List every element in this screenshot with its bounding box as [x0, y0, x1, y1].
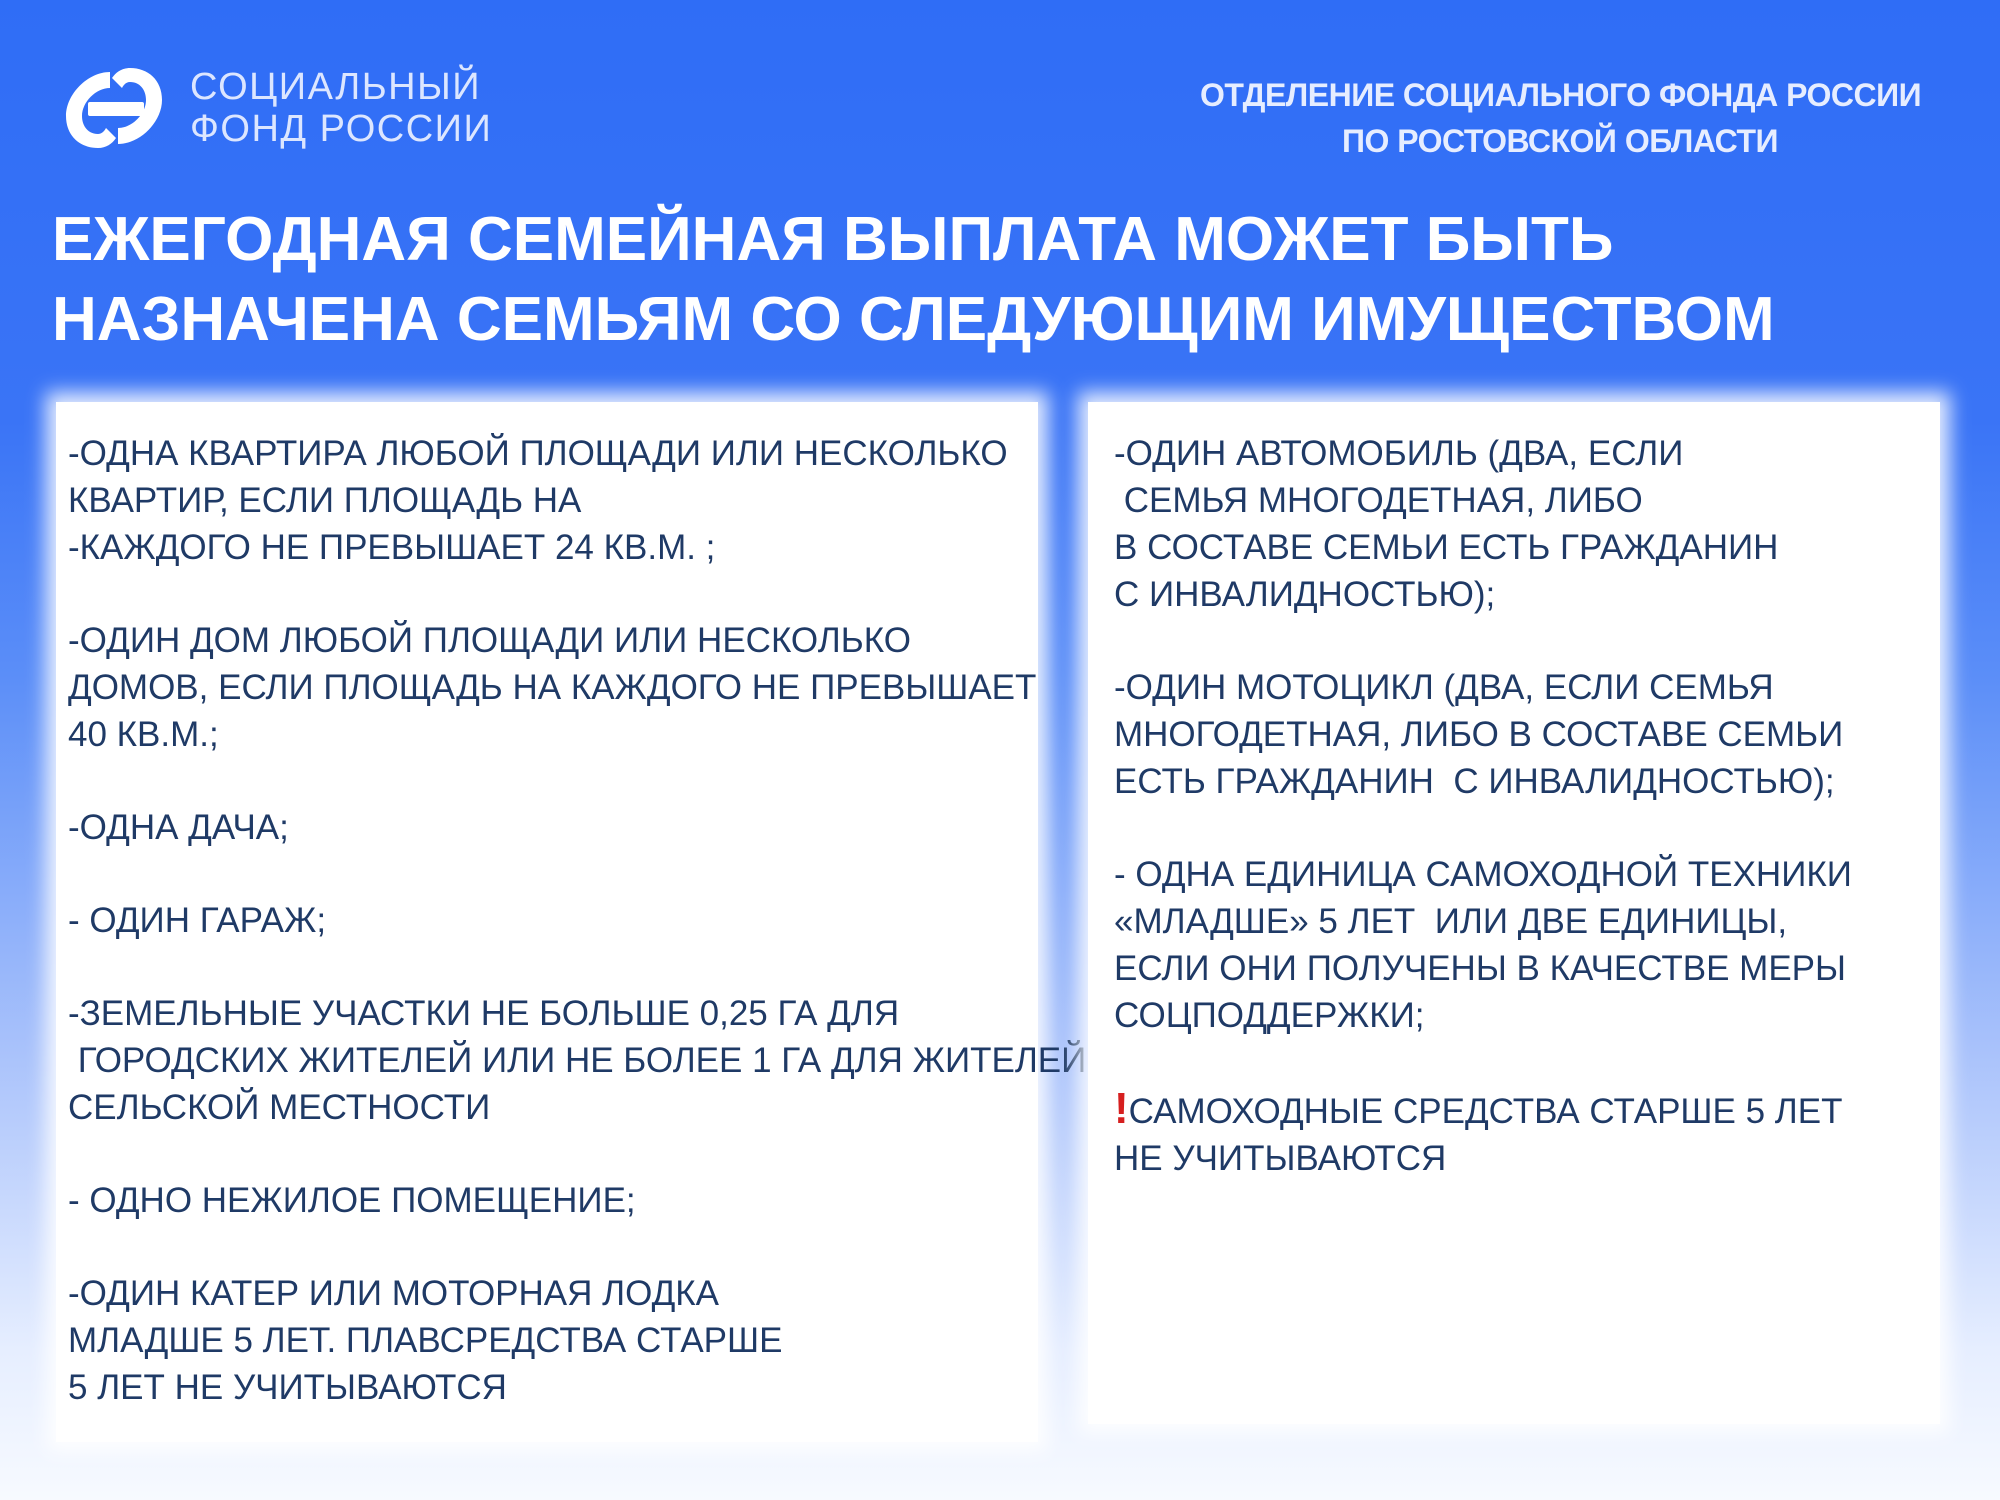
item-line: ДОМОВ, ЕСЛИ ПЛОЩАДЬ НА КАЖДОГО НЕ ПРЕВЫШАЕТ	[68, 668, 1037, 707]
department-line-2: ПО РОСТОВСКОЙ ОБЛАСТИ	[1341, 123, 1779, 159]
property-item-land	[68, 990, 1087, 1131]
logo	[58, 58, 492, 158]
item-line: С ИНВАЛИДНОСТЬЮ);	[1114, 575, 1496, 614]
warning-note	[1114, 1085, 1930, 1182]
property-item-boat	[68, 1270, 1028, 1411]
item-line: КВАРТИР, ЕСЛИ ПЛОЩАДЬ НА	[68, 481, 582, 520]
left-property-card	[56, 402, 1087, 1442]
property-item-garage	[68, 897, 1028, 944]
item-line: СЕЛЬСКОЙ МЕСТНОСТИ	[68, 1088, 491, 1127]
right-property-list	[1114, 430, 1930, 1228]
item-line: «МЛАДШЕ» 5 ЛЕТ ИЛИ ДВЕ ЕДИНИЦЫ,	[1114, 902, 1788, 941]
item-line: -ОДИН АВТОМОБИЛЬ (ДВА, ЕСЛИ	[1114, 434, 1684, 473]
item-line: - ОДНО НЕЖИЛОЕ ПОМЕЩЕНИЕ;	[68, 1181, 636, 1220]
warning-line-2: НЕ УЧИТЫВАЮТСЯ	[1114, 1139, 1447, 1178]
property-item-dacha	[68, 804, 1028, 851]
item-line: -КАЖДОГО НЕ ПРЕВЫШАЕТ 24 КВ.М. ;	[68, 528, 716, 567]
header	[0, 0, 2000, 200]
page-title	[52, 200, 1932, 360]
social-fund-logo-icon	[58, 58, 170, 158]
item-line: -ОДИН ДОМ ЛЮБОЙ ПЛОЩАДИ ИЛИ НЕСКОЛЬКО	[68, 621, 911, 660]
logo-text	[190, 66, 492, 150]
item-line: -ЗЕМЕЛЬНЫЕ УЧАСТКИ НЕ БОЛЬШЕ 0,25 ГА ДЛЯ	[68, 994, 900, 1033]
department-line-1: ОТДЕЛЕНИЕ СОЦИАЛЬНОГО ФОНДА РОССИИ	[1200, 77, 1922, 113]
item-line: -ОДНА КВАРТИРА ЛЮБОЙ ПЛОЩАДИ ИЛИ НЕСКОЛЬКО	[68, 434, 1008, 473]
property-item-nonresidential	[68, 1177, 1028, 1224]
property-item-motorcycle	[1114, 664, 1930, 805]
property-item-house	[68, 617, 1037, 758]
property-item-car	[1114, 430, 1930, 618]
item-line: СЕМЬЯ МНОГОДЕТНАЯ, ЛИБО	[1114, 481, 1643, 520]
item-line: 5 ЛЕТ НЕ УЧИТЫВАЮТСЯ	[68, 1368, 507, 1407]
logo-line-1: СОЦИАЛЬНЫЙ	[190, 66, 482, 108]
item-line: МНОГОДЕТНАЯ, ЛИБО В СОСТАВЕ СЕМЬИ	[1114, 715, 1844, 754]
department-name	[1200, 72, 1920, 164]
item-line: ЕСТЬ ГРАЖДАНИН С ИНВАЛИДНОСТЬЮ);	[1114, 762, 1835, 801]
item-line: -ОДНА ДАЧА;	[68, 808, 289, 847]
logo-line-2: ФОНД РОССИИ	[190, 108, 493, 150]
exclamation-icon: !	[1114, 1084, 1129, 1133]
item-line: -ОДИН МОТОЦИКЛ (ДВА, ЕСЛИ СЕМЬЯ	[1114, 668, 1774, 707]
title-line-2: НАЗНАЧЕНА СЕМЬЯМ СО СЛЕДУЮЩИМ ИМУЩЕСТВОМ	[52, 285, 1775, 354]
left-property-list	[68, 430, 1087, 1457]
warning-text-1: САМОХОДНЫЕ СРЕДСТВА СТАРШЕ 5 ЛЕТ	[1128, 1092, 1843, 1131]
property-item-apartment	[68, 430, 1028, 571]
item-line: ЕСЛИ ОНИ ПОЛУЧЕНЫ В КАЧЕСТВЕ МЕРЫ	[1114, 949, 1847, 988]
title-line-1: ЕЖЕГОДНАЯ СЕМЕЙНАЯ ВЫПЛАТА МОЖЕТ БЫТЬ	[52, 205, 1614, 274]
item-line: МЛАДШЕ 5 ЛЕТ. ПЛАВСРЕДСТВА СТАРШЕ	[68, 1321, 783, 1360]
item-line: 40 КВ.М.;	[68, 715, 219, 754]
warning-line-1	[1114, 1085, 1930, 1135]
property-item-self-propelled	[1114, 851, 1930, 1039]
item-line: - ОДНА ЕДИНИЦА САМОХОДНОЙ ТЕХНИКИ	[1114, 855, 1852, 894]
item-line: В СОСТАВЕ СЕМЬИ ЕСТЬ ГРАЖДАНИН	[1114, 528, 1779, 567]
item-line: - ОДИН ГАРАЖ;	[68, 901, 327, 940]
item-line: ГОРОДСКИХ ЖИТЕЛЕЙ ИЛИ НЕ БОЛЕЕ 1 ГА ДЛЯ ЖИТЕЛЕЙ	[68, 1041, 1087, 1080]
item-line: СОЦПОДДЕРЖКИ;	[1114, 996, 1425, 1035]
right-property-card	[1088, 402, 1940, 1424]
item-line: -ОДИН КАТЕР ИЛИ МОТОРНАЯ ЛОДКА	[68, 1274, 720, 1313]
